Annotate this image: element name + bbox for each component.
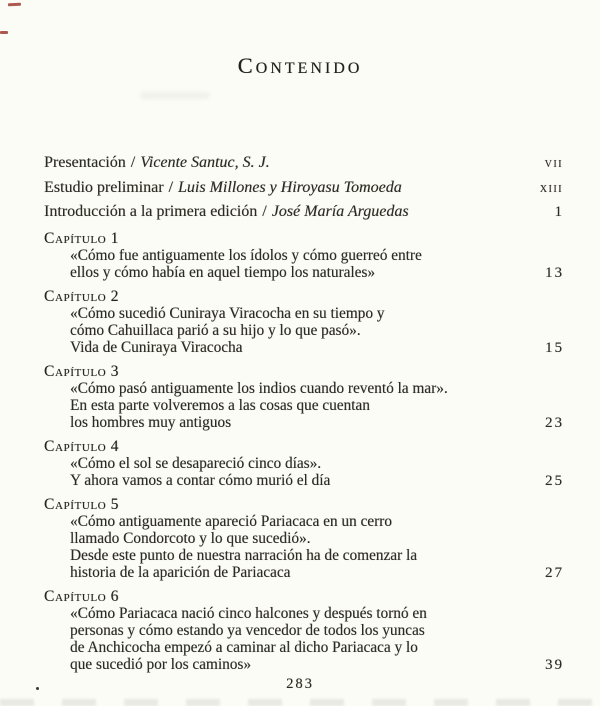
chapter-line: «Cómo Pariacaca nació cinco halcones y después tornó en — [70, 604, 427, 622]
chapter-heading: Capítulo 2 — [44, 287, 120, 305]
page-title: Contenido — [237, 53, 363, 78]
front-matter-section — [44, 151, 562, 225]
chapter-entry — [44, 588, 562, 674]
chapter-entry — [44, 438, 562, 490]
chapter-line: Desde este punto de nuestra narración ha de comenzar la — [70, 546, 417, 564]
chapter-page-number: 27 — [545, 564, 564, 581]
chapter-description — [70, 247, 562, 282]
entry-label: Presentación — [44, 154, 126, 171]
chapter-heading: Capítulo 6 — [44, 587, 120, 605]
chapter-page-number: 13 — [545, 264, 564, 281]
chapter-line-text: que sucedió por los caminos» — [70, 655, 251, 673]
chapter-line: llamado Condorcoto y lo que sucedió». — [70, 529, 311, 547]
chapter-line-text: los hombres muy antiguos — [70, 413, 232, 431]
entry-page-number: 1 — [554, 204, 564, 221]
chapter-line: «Cómo fue antiguamente los ídolos y cómo guerreó entre — [70, 246, 422, 264]
chapters-section — [44, 230, 562, 674]
toc-entry — [44, 151, 562, 176]
chapter-line: «Cómo antiguamente apareció Pariacaca en un cerro — [70, 512, 392, 530]
entry-separator: / — [168, 178, 173, 196]
entry-label: Estudio preliminar — [44, 178, 164, 196]
chapter-line-text: Vida de Cuniraya Viracocha — [70, 338, 243, 356]
chapter-heading: Capítulo 1 — [44, 229, 120, 247]
chapter-page-number: 23 — [545, 414, 564, 431]
chapter-line: «Cómo el sol se desapareció cinco días». — [70, 454, 322, 472]
chapter-line — [70, 264, 562, 282]
chapter-line — [70, 564, 562, 582]
chapter-line — [70, 656, 562, 674]
entry-label: Introducción a la primera edición — [44, 203, 258, 221]
scan-smudge — [140, 92, 210, 99]
entry-author: Vicente Santuc, S. J. — [140, 154, 270, 171]
chapter-line-text: Y ahora vamos a contar cómo murió el día — [70, 471, 331, 489]
chapter-line-text: historia de la aparición de Pariacaca — [70, 563, 291, 581]
entry-separator: / — [130, 154, 136, 171]
toc-entry — [44, 176, 562, 201]
chapter-line: de Anchicocha empezó a caminar al dicho Pariacaca y lo — [70, 638, 418, 656]
toc-entry — [44, 200, 562, 225]
chapter-description — [70, 605, 562, 674]
chapter-page-number: 25 — [545, 472, 564, 489]
chapter-heading: Capítulo 5 — [44, 495, 120, 513]
entry-separator: / — [262, 203, 267, 221]
chapter-entry — [44, 363, 562, 432]
chapter-line: personas y cómo estando ya vencedor de todos los yuncas — [70, 621, 425, 639]
chapter-description — [70, 513, 562, 582]
entry-author: José María Arguedas — [271, 203, 409, 221]
red-pen-mark-icon — [8, 3, 21, 7]
chapter-description — [70, 455, 562, 490]
chapter-line — [70, 339, 562, 357]
chapter-description — [70, 380, 562, 432]
chapter-description — [70, 305, 562, 357]
scan-edge-noise — [0, 699, 600, 706]
table-of-contents — [44, 151, 562, 680]
chapter-entry — [44, 230, 562, 282]
entry-author: Luis Millones y Hiroyasu Tomoeda — [177, 178, 402, 196]
chapter-entry — [44, 496, 562, 582]
red-pen-mark-icon — [0, 31, 8, 34]
chapter-page-number: 15 — [545, 339, 564, 356]
chapter-heading: Capítulo 3 — [44, 362, 120, 380]
chapter-line: «Cómo sucedió Cuniraya Viracocha en su tiempo y — [70, 304, 385, 322]
chapter-heading: Capítulo 4 — [44, 437, 120, 455]
chapter-line — [70, 472, 562, 490]
chapter-line — [70, 414, 562, 432]
folio-page-number: 283 — [286, 676, 314, 692]
chapter-entry — [44, 288, 562, 357]
chapter-line: «Cómo pasó antiguamente los indios cuando reventó la mar». — [70, 379, 448, 397]
entry-page-number: xiii — [539, 179, 563, 196]
chapter-line-text: ellos y cómo había en aquel tiempo los naturales» — [70, 263, 376, 281]
entry-page-number: vii — [544, 155, 563, 171]
chapter-line: cómo Cahuillaca parió a su hijo y lo que pasó». — [70, 321, 361, 339]
chapter-page-number: 39 — [545, 656, 564, 673]
chapter-line: En esta parte volveremos a las cosas que cuentan — [70, 396, 370, 414]
